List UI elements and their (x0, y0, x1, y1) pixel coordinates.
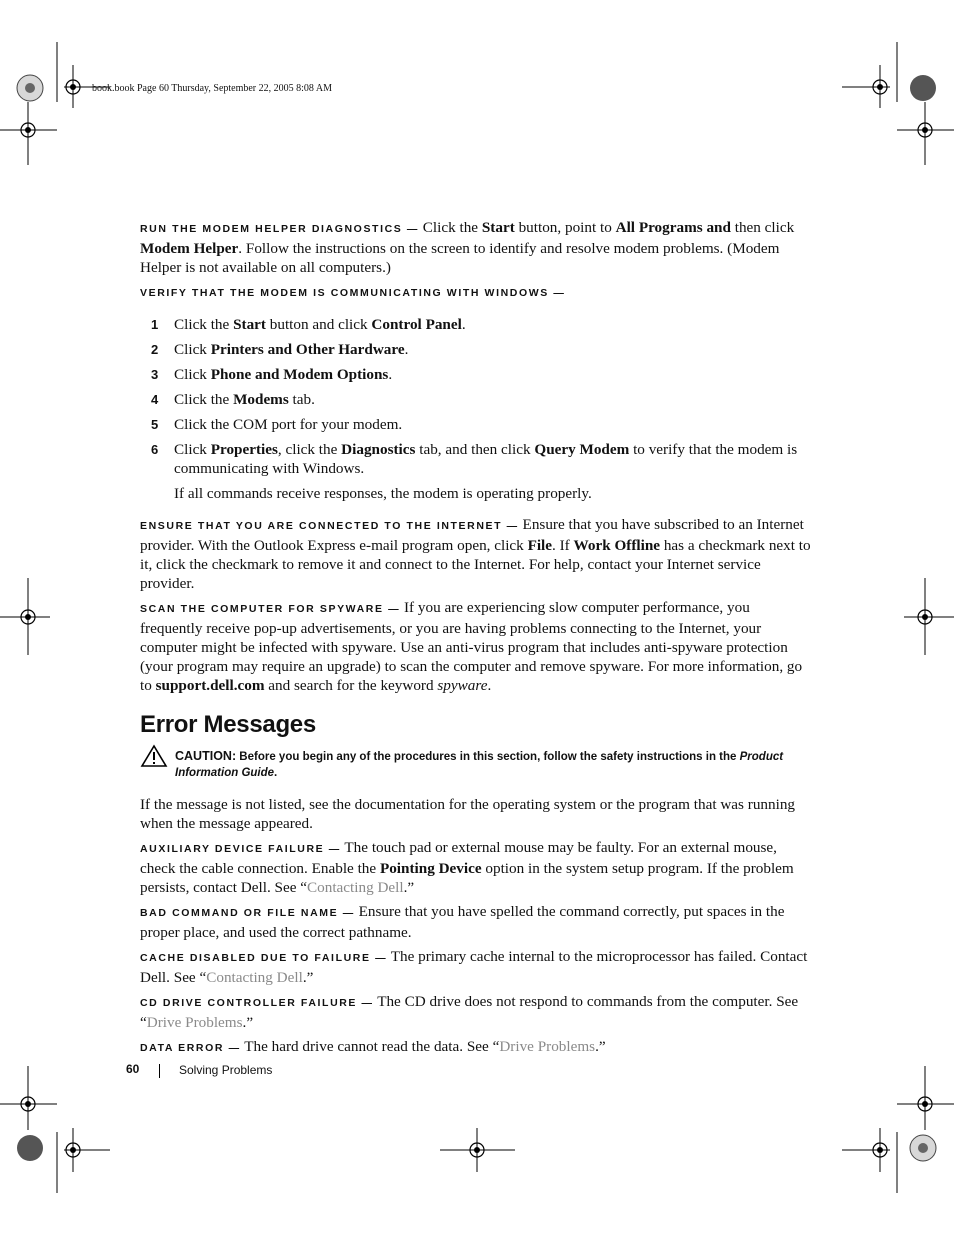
cd-drive-heading: CD DRIVE CONTROLLER FAILURE — (140, 997, 374, 1009)
modem-helper-heading: RUN THE MODEM HELPER DIAGNOSTICS — (140, 223, 419, 235)
print-slug: book.book Page 60 Thursday, September 22, 2005 8:08 AM (92, 83, 332, 94)
step-item: 6 Click Properties, click the Diagnostics tab, and then click Query Modem to verify that the modem is communicating with Windows. (151, 441, 798, 477)
footer-divider (159, 1064, 160, 1078)
chapter-title: Solving Problems (179, 1063, 273, 1077)
page-number: 60 (126, 1062, 140, 1076)
modem-helper-paragraph: RUN THE MODEM HELPER DIAGNOSTICS — Click the Start button, point to All Programs and then click Modem Helper. Follow the instructions on the screen to identify and resolve modem problems. (Modem Helper is not available on all computers.) (140, 219, 795, 276)
step-item: 5 Click the COM port for your modem. (151, 416, 403, 433)
step-note: If all commands receive responses, the modem is operating properly. (174, 485, 592, 502)
intro-paragraph: If the message is not listed, see the documentation for the operating system or the program that was running when the message appeared. (140, 796, 796, 832)
spyware-paragraph: SCAN THE COMPUTER FOR SPYWARE — If you are experiencing slow computer performance, you frequently receive pop-up advertisements, or you are having problems connecting to the Internet, your computer might be infected with spyware. Use an anti-virus program that includes anti-spyware protection (your program may require an upgrade) to scan the computer and remove spyware. For more information, go to support.dell.com and search for the keyword spyware. (140, 599, 803, 694)
verify-heading-paragraph (140, 282, 812, 303)
contacting-dell-link[interactable]: Contacting Dell (307, 879, 404, 896)
warning-triangle-icon (140, 744, 168, 768)
bad-command-heading: BAD COMMAND OR FILE NAME — (140, 907, 355, 919)
cd-drive-paragraph: CD DRIVE CONTROLLER FAILURE — The CD drive does not respond to commands from the computer. See “Drive Problems.” (140, 993, 799, 1031)
section-title: Error Messages (140, 711, 316, 738)
cache-heading: CACHE DISABLED DUE TO FAILURE — (140, 952, 388, 964)
step-item: 2 Click Printers and Other Hardware. (151, 341, 409, 358)
step-item: 1 Click the Start button and click Control Panel. (151, 316, 466, 333)
data-error-paragraph: DATA ERROR — The hard drive cannot read the data. See “Drive Problems.” (140, 1038, 606, 1055)
auxiliary-heading: AUXILIARY DEVICE FAILURE — (140, 843, 341, 855)
auxiliary-paragraph: AUXILIARY DEVICE FAILURE — The touch pad or external mouse may be faulty. For an external mouse, check the cable connection. Enable the Pointing Device option in the system setup program. If the problem persists, contact Dell. See “Contacting Dell.” (140, 839, 794, 896)
caution-notice: CAUTION: Before you begin any of the procedures in this section, follow the safety instructions in the Product Information Guide. (140, 748, 812, 781)
cache-paragraph: CACHE DISABLED DUE TO FAILURE — The primary cache internal to the microprocessor has failed. Contact Dell. See “Contacting Dell.” (140, 948, 808, 986)
verify-steps-list (140, 315, 812, 478)
drive-problems-link[interactable]: Drive Problems (146, 1014, 243, 1031)
spyware-heading: SCAN THE COMPUTER FOR SPYWARE — (140, 603, 401, 615)
caution-label: CAUTION: (175, 749, 237, 763)
internet-heading: ENSURE THAT YOU ARE CONNECTED TO THE INTERNET — (140, 520, 519, 532)
page-content (140, 218, 812, 1063)
step-item: 4 Click the Modems tab. (151, 391, 315, 408)
step-item: 3 Click Phone and Modem Options. (151, 366, 393, 383)
data-error-heading: DATA ERROR — (140, 1042, 241, 1054)
contacting-dell-link[interactable]: Contacting Dell (206, 969, 303, 986)
verify-modem-heading: VERIFY THAT THE MODEM IS COMMUNICATING WITH WINDOWS — (140, 287, 566, 299)
bad-command-paragraph: BAD COMMAND OR FILE NAME — Ensure that you have spelled the command correctly, put spaces in the proper place, and used the correct pathname. (140, 903, 785, 941)
page-footer (126, 1062, 273, 1077)
drive-problems-link[interactable]: Drive Problems (499, 1038, 596, 1055)
internet-paragraph: ENSURE THAT YOU ARE CONNECTED TO THE INTERNET — Ensure that you have subscribed to an Internet provider. With the Outlook Express e-mail program open, click File. If Work Offline has a checkmark next to it, click the checkmark to remove it and connect to the Internet. For help, contact your Internet service provider. (140, 516, 811, 592)
